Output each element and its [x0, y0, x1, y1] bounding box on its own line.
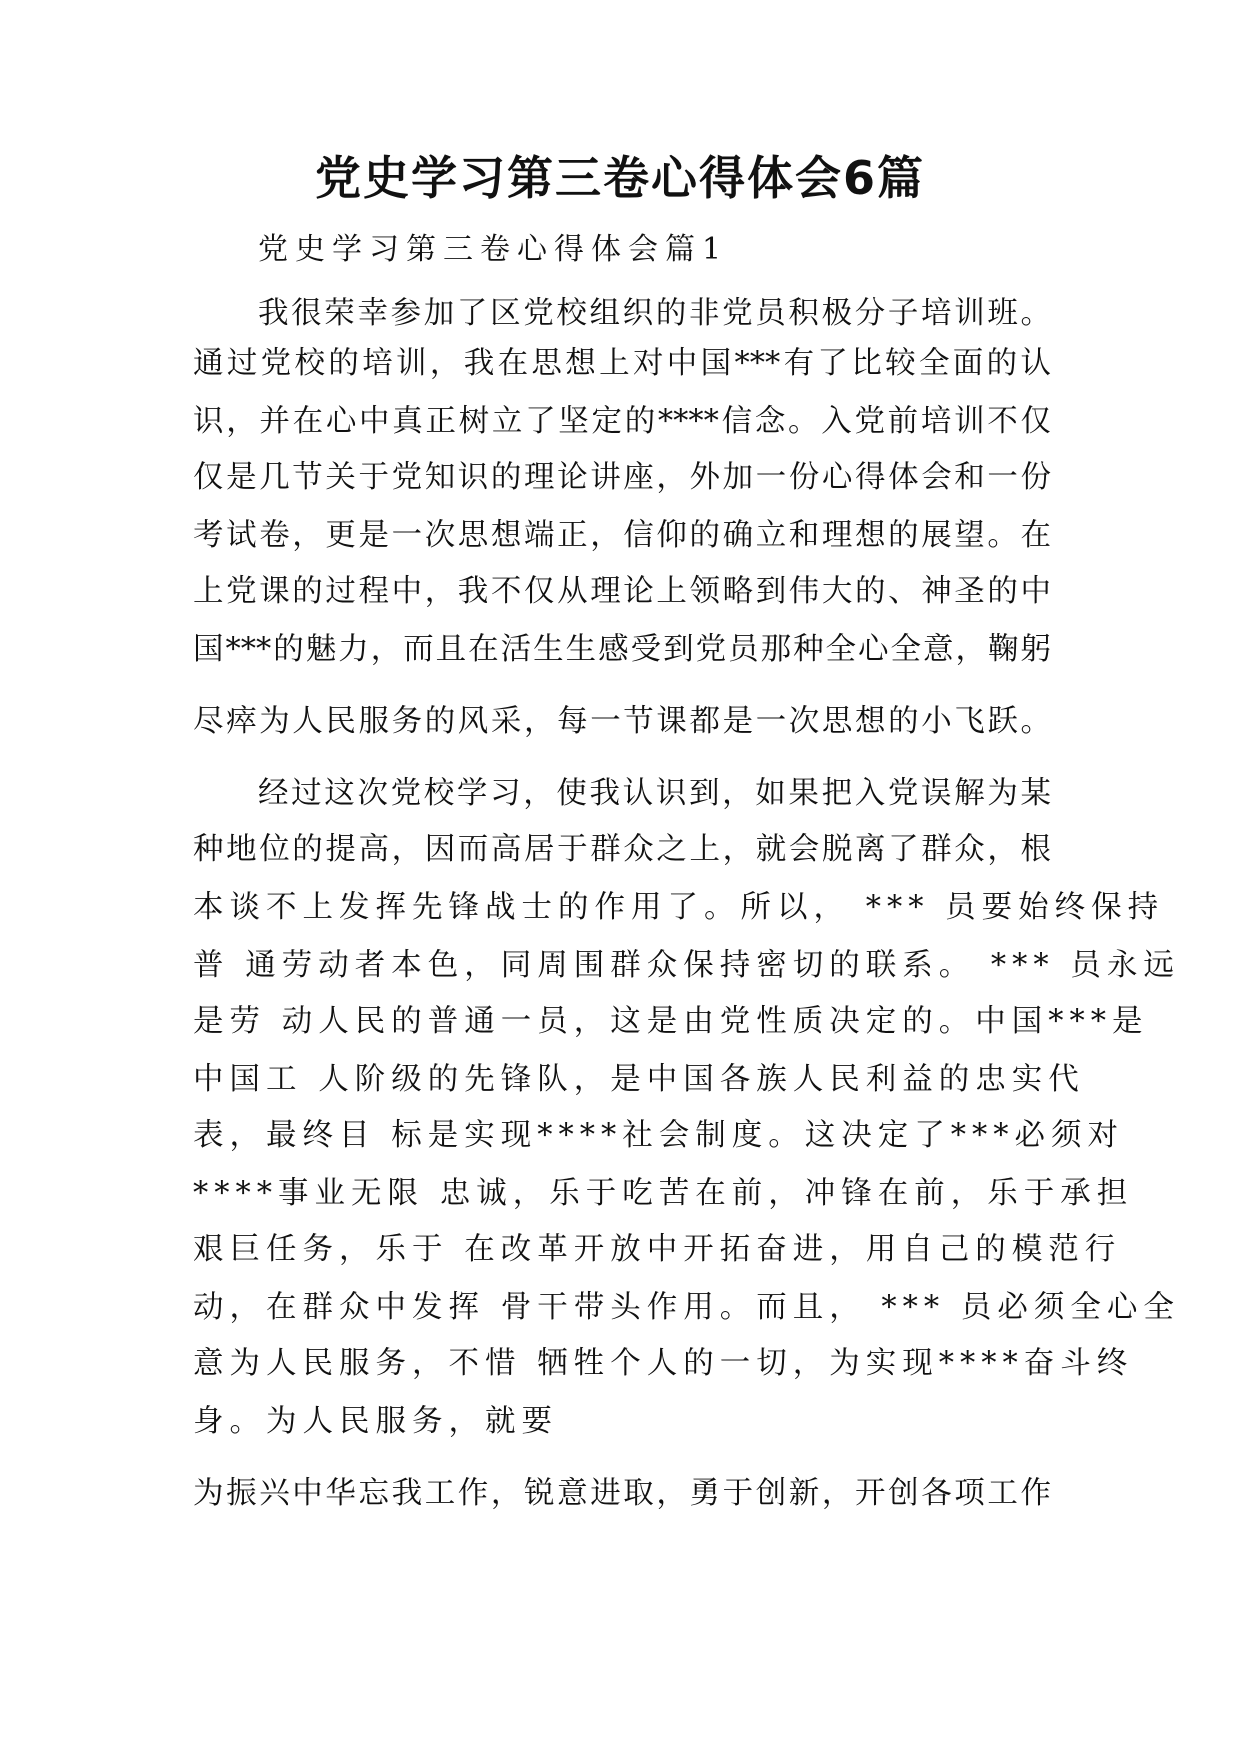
- paragraph-line: 身。为人民服务，就要: [193, 1404, 558, 1439]
- paragraph-line: 动，在群众中发挥 骨干带头作用。而且， *** 员必须全心全: [193, 1290, 1180, 1325]
- paragraph-line: 尽瘁为人民服务的风采，每一节课都是一次思想的小飞跃。: [193, 704, 1051, 739]
- paragraph-line: 本谈不上发挥先锋战士的作用了。所以， *** 员要始终保持: [193, 890, 1165, 925]
- paragraph-line: 上党课的过程中，我不仅从理论上领略到伟大的、神圣的中: [193, 574, 1051, 609]
- paragraph-line: 为振兴中华忘我工作，锐意进取，勇于创新，开创各项工作: [193, 1476, 1051, 1511]
- paragraph-line: ****事业无限 忠诚，乐于吃苦在前，冲锋在前，乐于承担: [193, 1176, 1134, 1211]
- paragraph-line: 中国工 人阶级的先锋队，是中国各族人民利益的忠实代: [193, 1062, 1085, 1097]
- paragraph-line: 表，最终目 标是实现****社会制度。这决定了***必须对: [193, 1118, 1124, 1153]
- paragraph-line: 种地位的提高，因而高居于群众之上，就会脱离了群众，根: [193, 832, 1051, 867]
- paragraph-line: 通过党校的培训，我在思想上对中国***有了比较全面的认: [193, 346, 1051, 381]
- document-title: 党史学习第三卷心得体会6篇: [314, 151, 925, 205]
- paragraph-line: 意为人民服务，不惜 牺牲个人的一切，为实现****奋斗终: [193, 1346, 1134, 1381]
- paragraph-line: 是劳 动人民的普通一员，这是由党性质决定的。中国***是: [193, 1004, 1149, 1039]
- paragraph-line: 国***的魅力，而且在活生生感受到党员那种全心全意，鞠躬: [193, 632, 1051, 667]
- paragraph-line: 普 通劳动者本色，同周围群众保持密切的联系。 *** 员永远: [193, 948, 1180, 983]
- paragraph-line: 艰巨任务，乐于 在改革开放中开拓奋进，用自己的模范行: [193, 1232, 1122, 1267]
- section-heading: 党史学习第三卷心得体会篇1: [258, 232, 729, 267]
- paragraph-line: 仅是几节关于党知识的理论讲座，外加一份心得体会和一份: [193, 460, 1051, 495]
- paragraph-line: 考试卷，更是一次思想端正，信仰的确立和理想的展望。在: [193, 518, 1051, 553]
- paragraph-line: 我很荣幸参加了区党校组织的非党员积极分子培训班。: [258, 296, 1051, 331]
- paragraph-line: 识，并在心中真正树立了坚定的****信念。入党前培训不仅: [193, 404, 1051, 439]
- paragraph-line: 经过这次党校学习，使我认识到，如果把入党误解为某: [258, 776, 1051, 811]
